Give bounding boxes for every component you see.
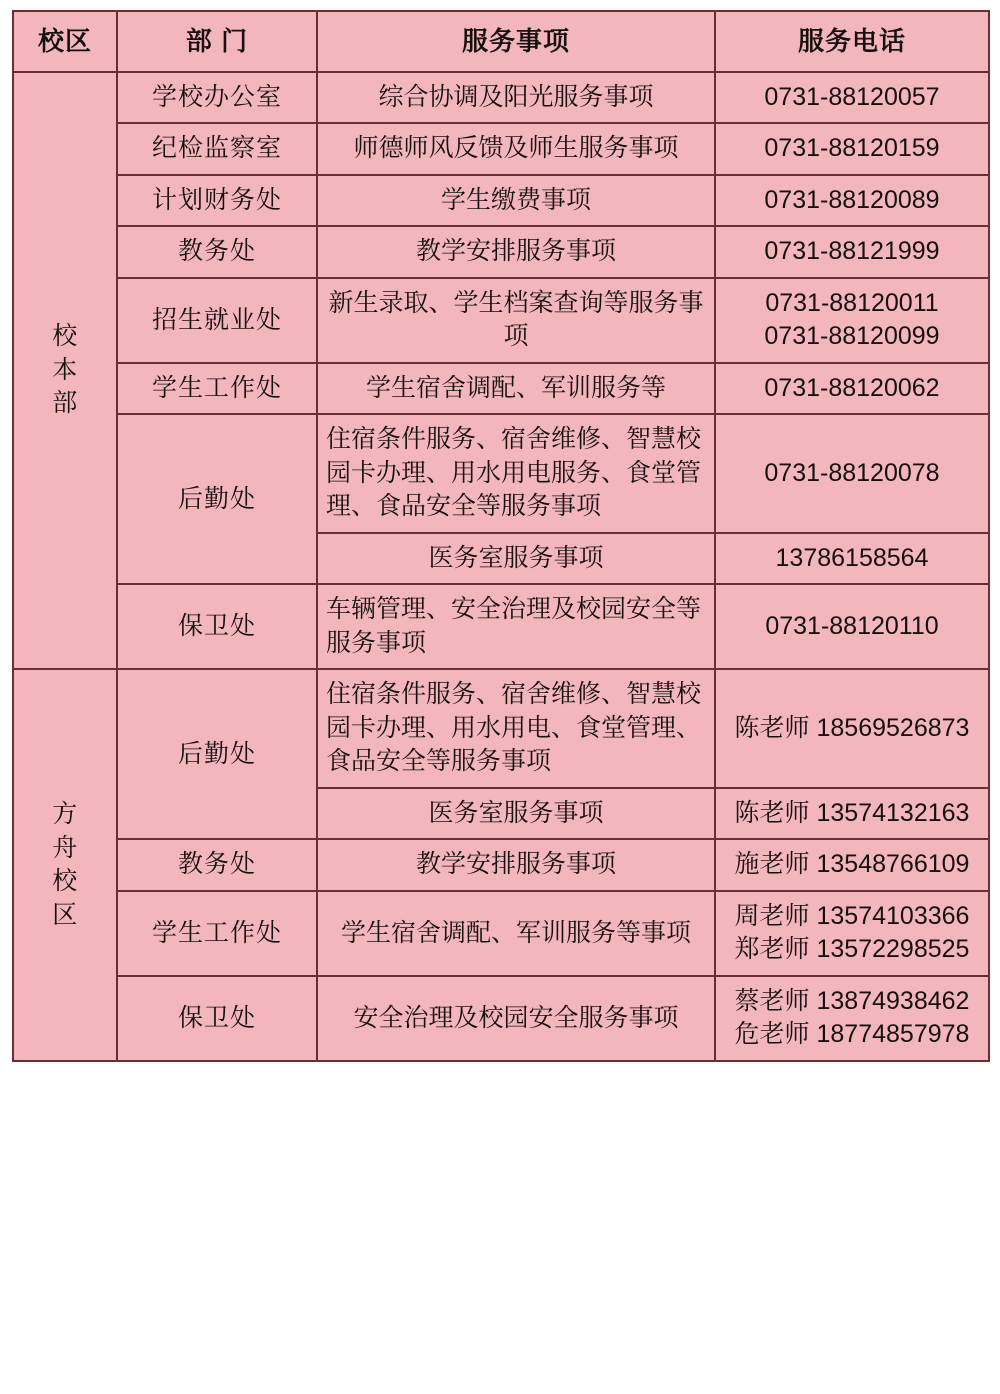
department-cell: 保卫处 <box>117 584 317 669</box>
service-phone-cell <box>715 363 989 415</box>
service-phone-cell <box>715 175 989 227</box>
table-header <box>13 11 989 72</box>
service-item-cell: 师德师风反馈及师生服务事项 <box>317 123 715 175</box>
phone-number: 0731-88120078 <box>764 458 940 487</box>
service-phone-cell <box>715 72 989 124</box>
department-cell: 教务处 <box>117 226 317 278</box>
campus-cell <box>13 669 117 1061</box>
table-row <box>13 175 989 227</box>
campus-name-char: 校 <box>52 867 78 896</box>
service-phone-cell <box>715 839 989 891</box>
service-item-cell: 学生缴费事项 <box>317 175 715 227</box>
department-cell: 学生工作处 <box>117 891 317 976</box>
phone-number: 0731-88120159 <box>764 134 940 163</box>
service-item-cell: 学生宿舍调配、军训服务等事项 <box>317 891 715 976</box>
service-phone-cell <box>715 891 989 976</box>
service-phone-cell <box>715 976 989 1061</box>
service-phone-cell <box>715 278 989 363</box>
column-header-campus: 校区 <box>13 11 117 72</box>
table-body <box>13 72 989 1061</box>
table-row <box>13 891 989 976</box>
table-row <box>13 123 989 175</box>
department-cell: 计划财务处 <box>117 175 317 227</box>
column-header-service-item: 服务事项 <box>317 11 715 72</box>
service-item-cell: 新生录取、学生档案查询等服务事项 <box>317 278 715 363</box>
phone-number: 0731-88120011 <box>765 288 939 317</box>
table-row <box>13 976 989 1061</box>
table-row <box>13 414 989 533</box>
table-row <box>13 278 989 363</box>
table-header-row <box>13 11 989 72</box>
service-item-cell: 医务室服务事项 <box>317 533 715 585</box>
service-phone-cell <box>715 788 989 840</box>
campus-name-char: 部 <box>52 389 78 418</box>
service-item-cell: 医务室服务事项 <box>317 788 715 840</box>
table-row <box>13 584 989 669</box>
service-item-cell: 车辆管理、安全治理及校园安全等服务事项 <box>317 584 715 669</box>
campus-name-char: 本 <box>52 355 78 384</box>
campus-name-char: 舟 <box>52 833 78 862</box>
column-header-service-phone: 服务电话 <box>715 11 989 72</box>
campus-name-char: 校 <box>52 322 78 351</box>
department-cell: 学校办公室 <box>117 72 317 124</box>
phone-number: 0731-88120099 <box>764 322 940 351</box>
department-cell: 纪检监察室 <box>117 123 317 175</box>
phone-number: 0731-88120089 <box>764 185 940 214</box>
service-phone-cell <box>715 123 989 175</box>
service-item-cell: 教学安排服务事项 <box>317 839 715 891</box>
campus-name-char: 区 <box>52 900 78 929</box>
service-directory-table <box>12 10 990 1062</box>
phone-number: 周老师 13574103366 <box>734 901 970 930</box>
service-item-cell: 学生宿舍调配、军训服务等 <box>317 363 715 415</box>
service-item-cell: 安全治理及校园安全服务事项 <box>317 976 715 1061</box>
service-phone-cell <box>715 533 989 585</box>
phone-number: 蔡老师 13874938462 <box>734 986 970 1015</box>
table-row <box>13 226 989 278</box>
table-row <box>13 669 989 788</box>
service-phone-cell <box>715 414 989 533</box>
department-cell: 学生工作处 <box>117 363 317 415</box>
phone-number: 0731-88120110 <box>765 612 939 641</box>
service-phone-cell <box>715 669 989 788</box>
service-phone-cell <box>715 584 989 669</box>
department-cell: 保卫处 <box>117 976 317 1061</box>
department-cell: 后勤处 <box>117 414 317 584</box>
phone-number: 郑老师 13572298525 <box>734 935 970 964</box>
service-item-cell: 住宿条件服务、宿舍维修、智慧校园卡办理、用水用电服务、食堂管理、食品安全等服务事项 <box>317 414 715 533</box>
phone-number: 0731-88120057 <box>764 82 940 111</box>
phone-number: 0731-88121999 <box>764 237 940 266</box>
phone-number: 施老师 13548766109 <box>734 850 970 879</box>
phone-number: 陈老师 18569526873 <box>734 713 970 742</box>
department-cell: 教务处 <box>117 839 317 891</box>
table-row <box>13 839 989 891</box>
service-item-cell: 综合协调及阳光服务事项 <box>317 72 715 124</box>
phone-number: 13786158564 <box>775 543 929 572</box>
service-phone-cell <box>715 226 989 278</box>
phone-number: 陈老师 13574132163 <box>734 798 970 827</box>
campus-name-char: 方 <box>52 800 78 829</box>
service-item-cell: 教学安排服务事项 <box>317 226 715 278</box>
table-row <box>13 363 989 415</box>
phone-number: 危老师 18774857978 <box>734 1020 970 1049</box>
department-cell: 后勤处 <box>117 669 317 839</box>
phone-number: 0731-88120062 <box>764 373 940 402</box>
service-item-cell: 住宿条件服务、宿舍维修、智慧校园卡办理、用水用电、食堂管理、食品安全等服务事项 <box>317 669 715 788</box>
campus-cell <box>13 72 117 670</box>
department-cell: 招生就业处 <box>117 278 317 363</box>
table-row <box>13 72 989 124</box>
column-header-department: 部 门 <box>117 11 317 72</box>
